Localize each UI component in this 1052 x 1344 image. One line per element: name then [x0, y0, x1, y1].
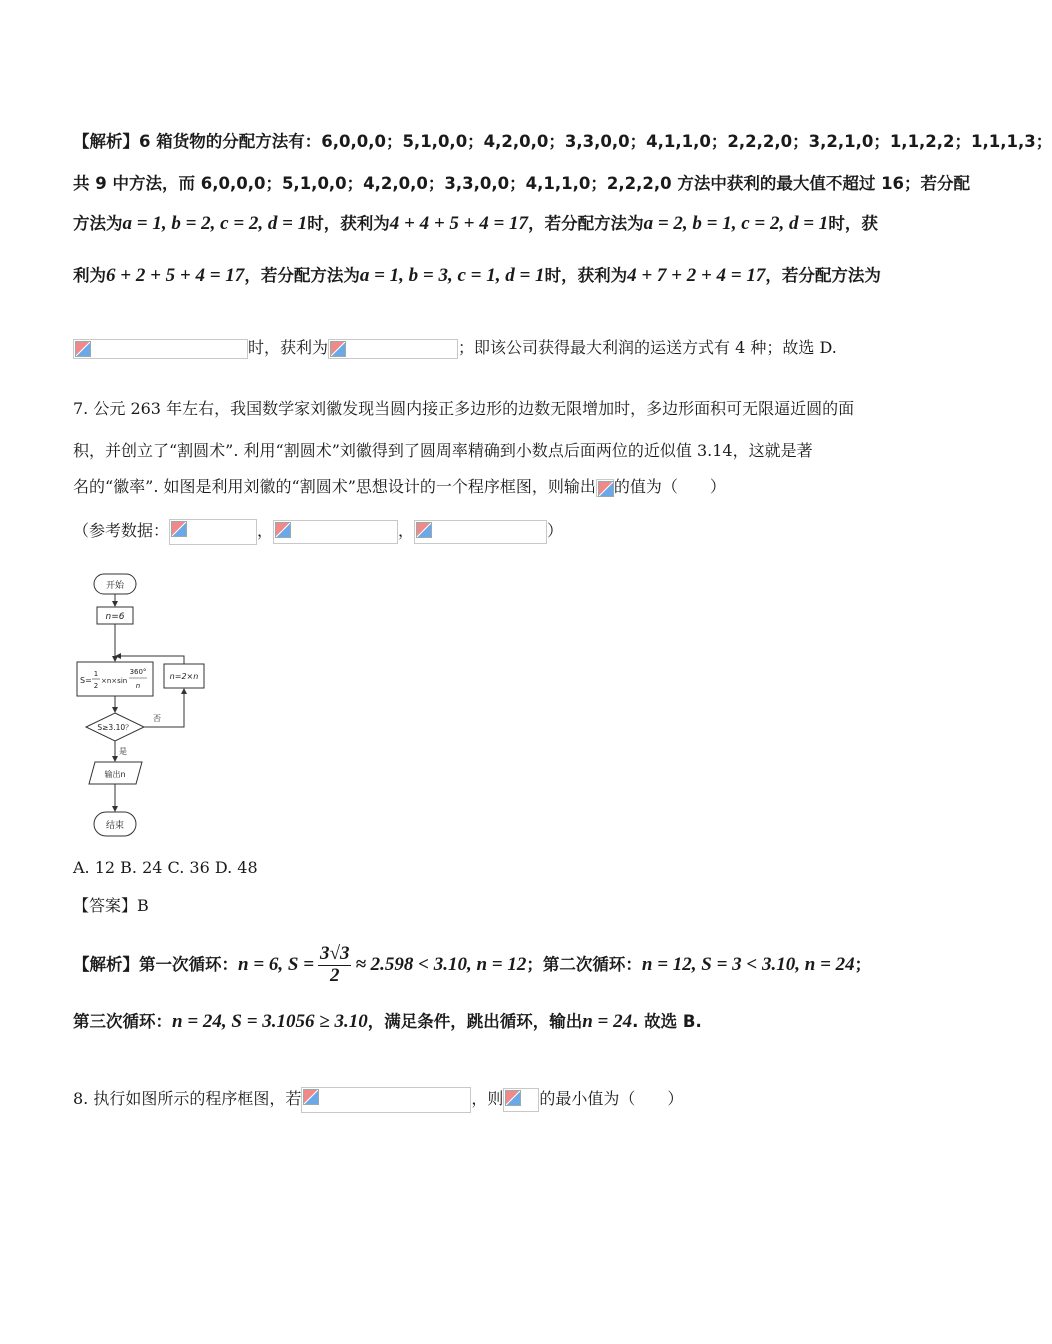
math-expression: a = 1, b = 3, c = 1, d = 1	[359, 265, 545, 286]
analysis7-line1	[73, 944, 871, 987]
flowchart-no-branch	[144, 689, 184, 727]
flowchart-start-label: 开始	[105, 581, 125, 591]
flowchart	[70, 568, 220, 843]
text-segment: （参考数据：	[73, 521, 170, 540]
text-segment: 的值为（ ）	[613, 477, 726, 496]
text-segment: 【解析】第一次循环：	[73, 954, 238, 974]
math-expression: a = 1, b = 2, c = 2, d = 1	[122, 213, 308, 234]
flowchart-loop-back	[116, 656, 184, 664]
text-segment: 时，获	[828, 214, 878, 233]
flowchart-decision-label: S≥3.10？	[97, 723, 133, 732]
math-expression: n = 24, S = 3.1056 ≥ 3.10	[172, 1011, 368, 1032]
text-segment: 的最小值为（ ）	[539, 1089, 684, 1108]
q7-answer: 【答案】B	[73, 896, 149, 915]
flowchart-update-label: n=2×n	[169, 672, 199, 681]
text-segment: ，若分配方法为	[244, 266, 360, 285]
math-expression: n = 12, S = 3 < 3.10, n = 24	[641, 953, 855, 975]
math-fraction	[318, 944, 351, 987]
math-expression: a = 2, b = 1, c = 2, d = 1	[643, 213, 829, 234]
text-segment: 时，获利为	[248, 338, 329, 357]
broken-image-icon	[301, 1087, 471, 1113]
math-expression: 4 + 7 + 2 + 4 = 17	[627, 265, 766, 286]
text-segment: 利为	[73, 266, 106, 285]
text-segment: ；	[854, 954, 872, 974]
analysis6-line4	[73, 262, 881, 287]
text-segment: ，若分配方法为	[765, 266, 881, 285]
flowchart-output-label: 输出n	[104, 770, 126, 779]
math-expression: n = 24	[582, 1011, 633, 1032]
text-segment: 第三次循环：	[73, 1012, 172, 1031]
q7-line2: 积，并创立了“割圆术”. 利用“割圆术”刘徽得到了圆周率精确到小数点后面两位的近似值 3.14，这就是著	[73, 441, 813, 460]
q8-line	[73, 1086, 683, 1113]
text-segment: . 故选 B.	[632, 1012, 702, 1031]
math-expression: 6 + 2 + 5 + 4 = 17	[106, 265, 245, 286]
broken-image-icon	[503, 1088, 539, 1112]
flowchart-calc-frac-num: 360°	[129, 668, 147, 676]
q7-line1: 7. 公元 263 年左右，我国数学家刘徽发现当圆内接正多边形的边数无限增加时，多边形面积可无限逼近圆的面	[73, 399, 855, 418]
q7-options: A. 12 B. 24 C. 36 D. 48	[73, 858, 258, 877]
analysis6-line5	[73, 335, 837, 359]
broken-image-icon	[414, 520, 547, 544]
flowchart-calc-half-num: 1	[93, 670, 99, 678]
text-segment: 时，获利为	[307, 214, 390, 233]
text-segment: 方法为	[73, 214, 123, 233]
q7-line3	[73, 474, 726, 497]
text-segment: 名的“徽率”. 如图是利用刘徽的“割圆术”思想设计的一个程序框图，则输出	[73, 477, 596, 496]
broken-image-icon	[73, 339, 248, 359]
text-segment: 时，获利为	[544, 266, 628, 285]
flowchart-init-label: n=6	[105, 612, 125, 622]
broken-image-icon	[328, 339, 458, 359]
broken-image-icon	[169, 519, 257, 545]
math-expression: n = 6, S =	[238, 953, 315, 975]
fraction-denominator: 2	[330, 964, 340, 986]
analysis7-line2	[73, 1008, 702, 1033]
text-segment: ，满足条件，跳出循环，输出	[367, 1012, 583, 1031]
text-segment: ；第二次循环：	[526, 954, 642, 974]
text-segment: 8. 执行如图所示的程序框图，若	[73, 1089, 302, 1108]
flowchart-calc-frac-den: n	[135, 682, 141, 690]
flowchart-calc-mid: ×n×sin	[101, 677, 128, 685]
flowchart-yes-label: 是	[119, 747, 127, 756]
text-segment: ，则	[471, 1089, 504, 1108]
math-expression: ≈ 2.598 < 3.10, n = 12	[355, 953, 527, 975]
flowchart-calc-half-den: 2	[93, 682, 99, 690]
text-segment: ，若分配方法为	[528, 214, 644, 233]
q7-reference-data	[73, 518, 563, 545]
analysis6-line3	[73, 210, 878, 235]
text-segment: ）	[547, 521, 564, 540]
math-expression: 4 + 4 + 5 + 4 = 17	[389, 213, 529, 234]
fraction-numerator: 3√3	[320, 943, 350, 964]
broken-image-icon	[596, 479, 614, 497]
flowchart-end-label: 结束	[105, 821, 125, 831]
analysis6-line2: 共 9 中方法，而 6,0,0,0；5,1,0,0；4,2,0,0；3,3,0,0；4,1,1,0；2,2,2,0 方法中获利的最大值不超过 16；若分配	[73, 174, 971, 193]
text-segment: ；即该公司获得最大利润的运送方式有 4 种；故选 D.	[458, 338, 837, 357]
flowchart-calc-s: S=	[80, 676, 92, 685]
text-segment: ，	[257, 521, 274, 540]
flowchart-no-label: 否	[153, 714, 161, 723]
broken-image-icon	[273, 520, 398, 544]
analysis6-line1: 【解析】6 箱货物的分配方法有：6,0,0,0；5,1,0,0；4,2,0,0；3,3,0,0；4,1,1,0；2,2,2,0；3,2,1,0；1,1,2,2；1,1,1,3；	[73, 132, 1052, 151]
text-segment: ，	[398, 521, 415, 540]
